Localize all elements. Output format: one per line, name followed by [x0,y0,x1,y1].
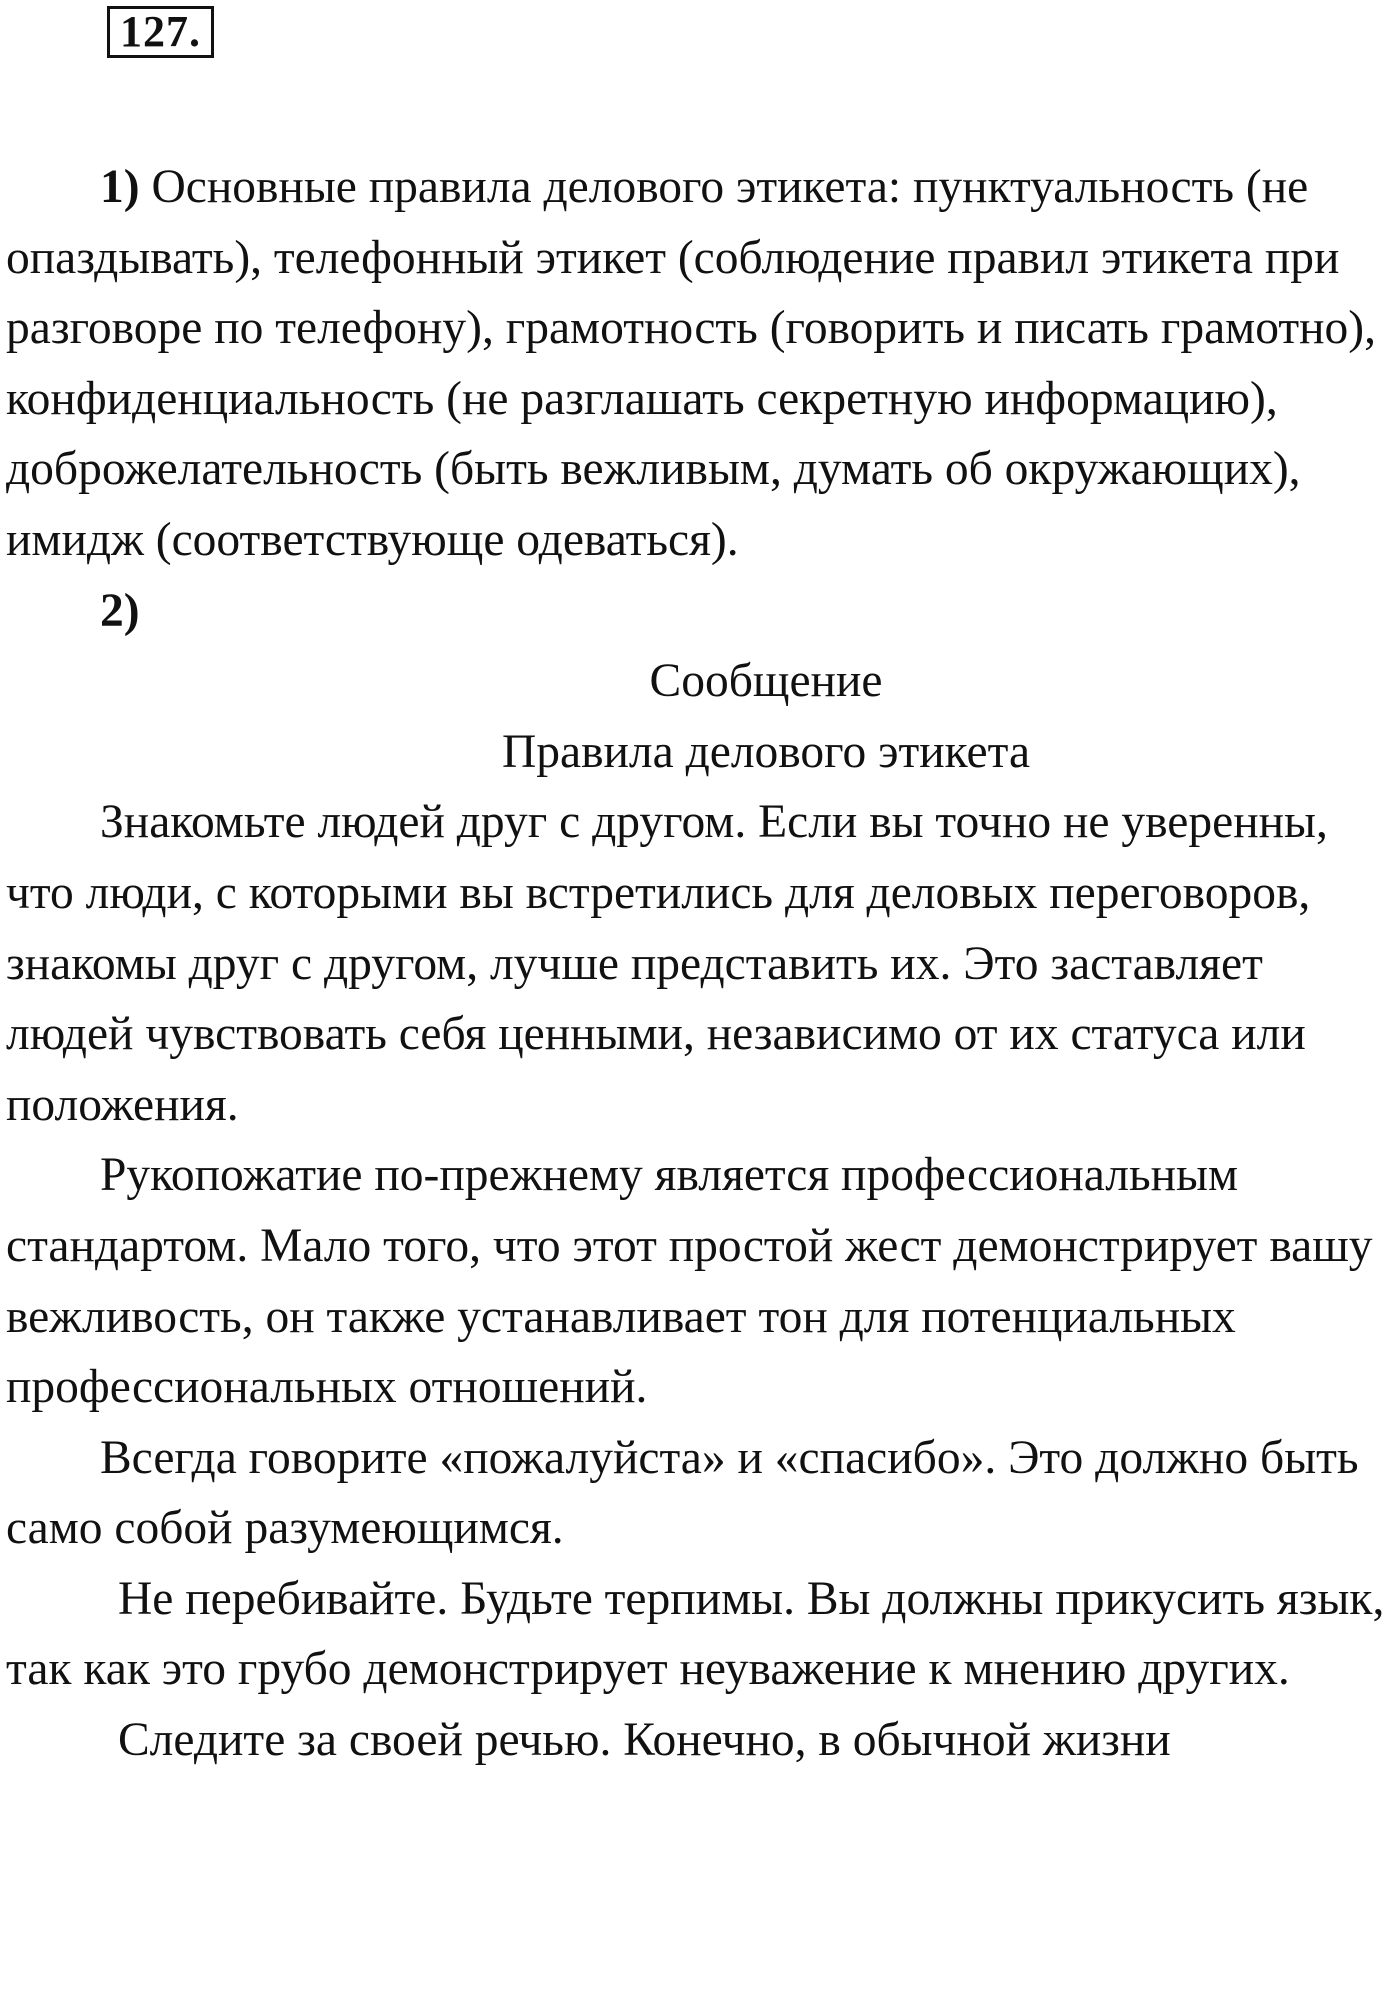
message-heading: Сообщение [649,655,883,708]
document-content [6,152,1396,1776]
task-number-box: 127. [107,6,214,58]
part1-label: 1) [100,161,140,213]
message-subheading: Правила делового этикета [501,725,1031,778]
paragraph-introductions: Знакомьте людей друг с другом. Если вы точно не уверенны, что люди, с которыми вы встретились для деловых переговоров, знакомы друг с другом, лучше представить их. Это заставляет людей чувствовать себя ценными, независимо от их статуса или положения. [6,796,1328,1131]
part2-label: 2) [100,584,140,637]
paragraph-handshake: Рукопожатие по-прежнему является профессиональным стандартом. Мало того, что этот простой жест демонстрирует вашу вежливость, он также устанавливает тон для потенциальных профессиональных отношений. [6,1149,1373,1414]
part1-text: Основные правила делового этикета: пунктуальность (не опаздывать), телефонный этикет (соблюдение правил этикета при разговоре по телефону), грамотность (говорить и писать грамотно), конфиденциальность (не разглашать секретную информацию), доброжелательность (быть вежливым, думать об окружающих), имидж (соответствующе одеваться). [6,161,1376,566]
paragraph-speech: Следите за своей речью. Конечно, в обычной жизни [118,1714,1171,1767]
part1-paragraph [6,152,1396,576]
paragraph-interrupt: Не перебивайте. Будьте терпимы. Вы должны прикусить язык, так как это грубо демонстрирует неуважение к мнению других. [6,1572,1385,1696]
paragraph-please-thanks: Всегда говорите «пожалуйста» и «спасибо». Это должно быть само собой разумеющимся. [6,1431,1359,1555]
